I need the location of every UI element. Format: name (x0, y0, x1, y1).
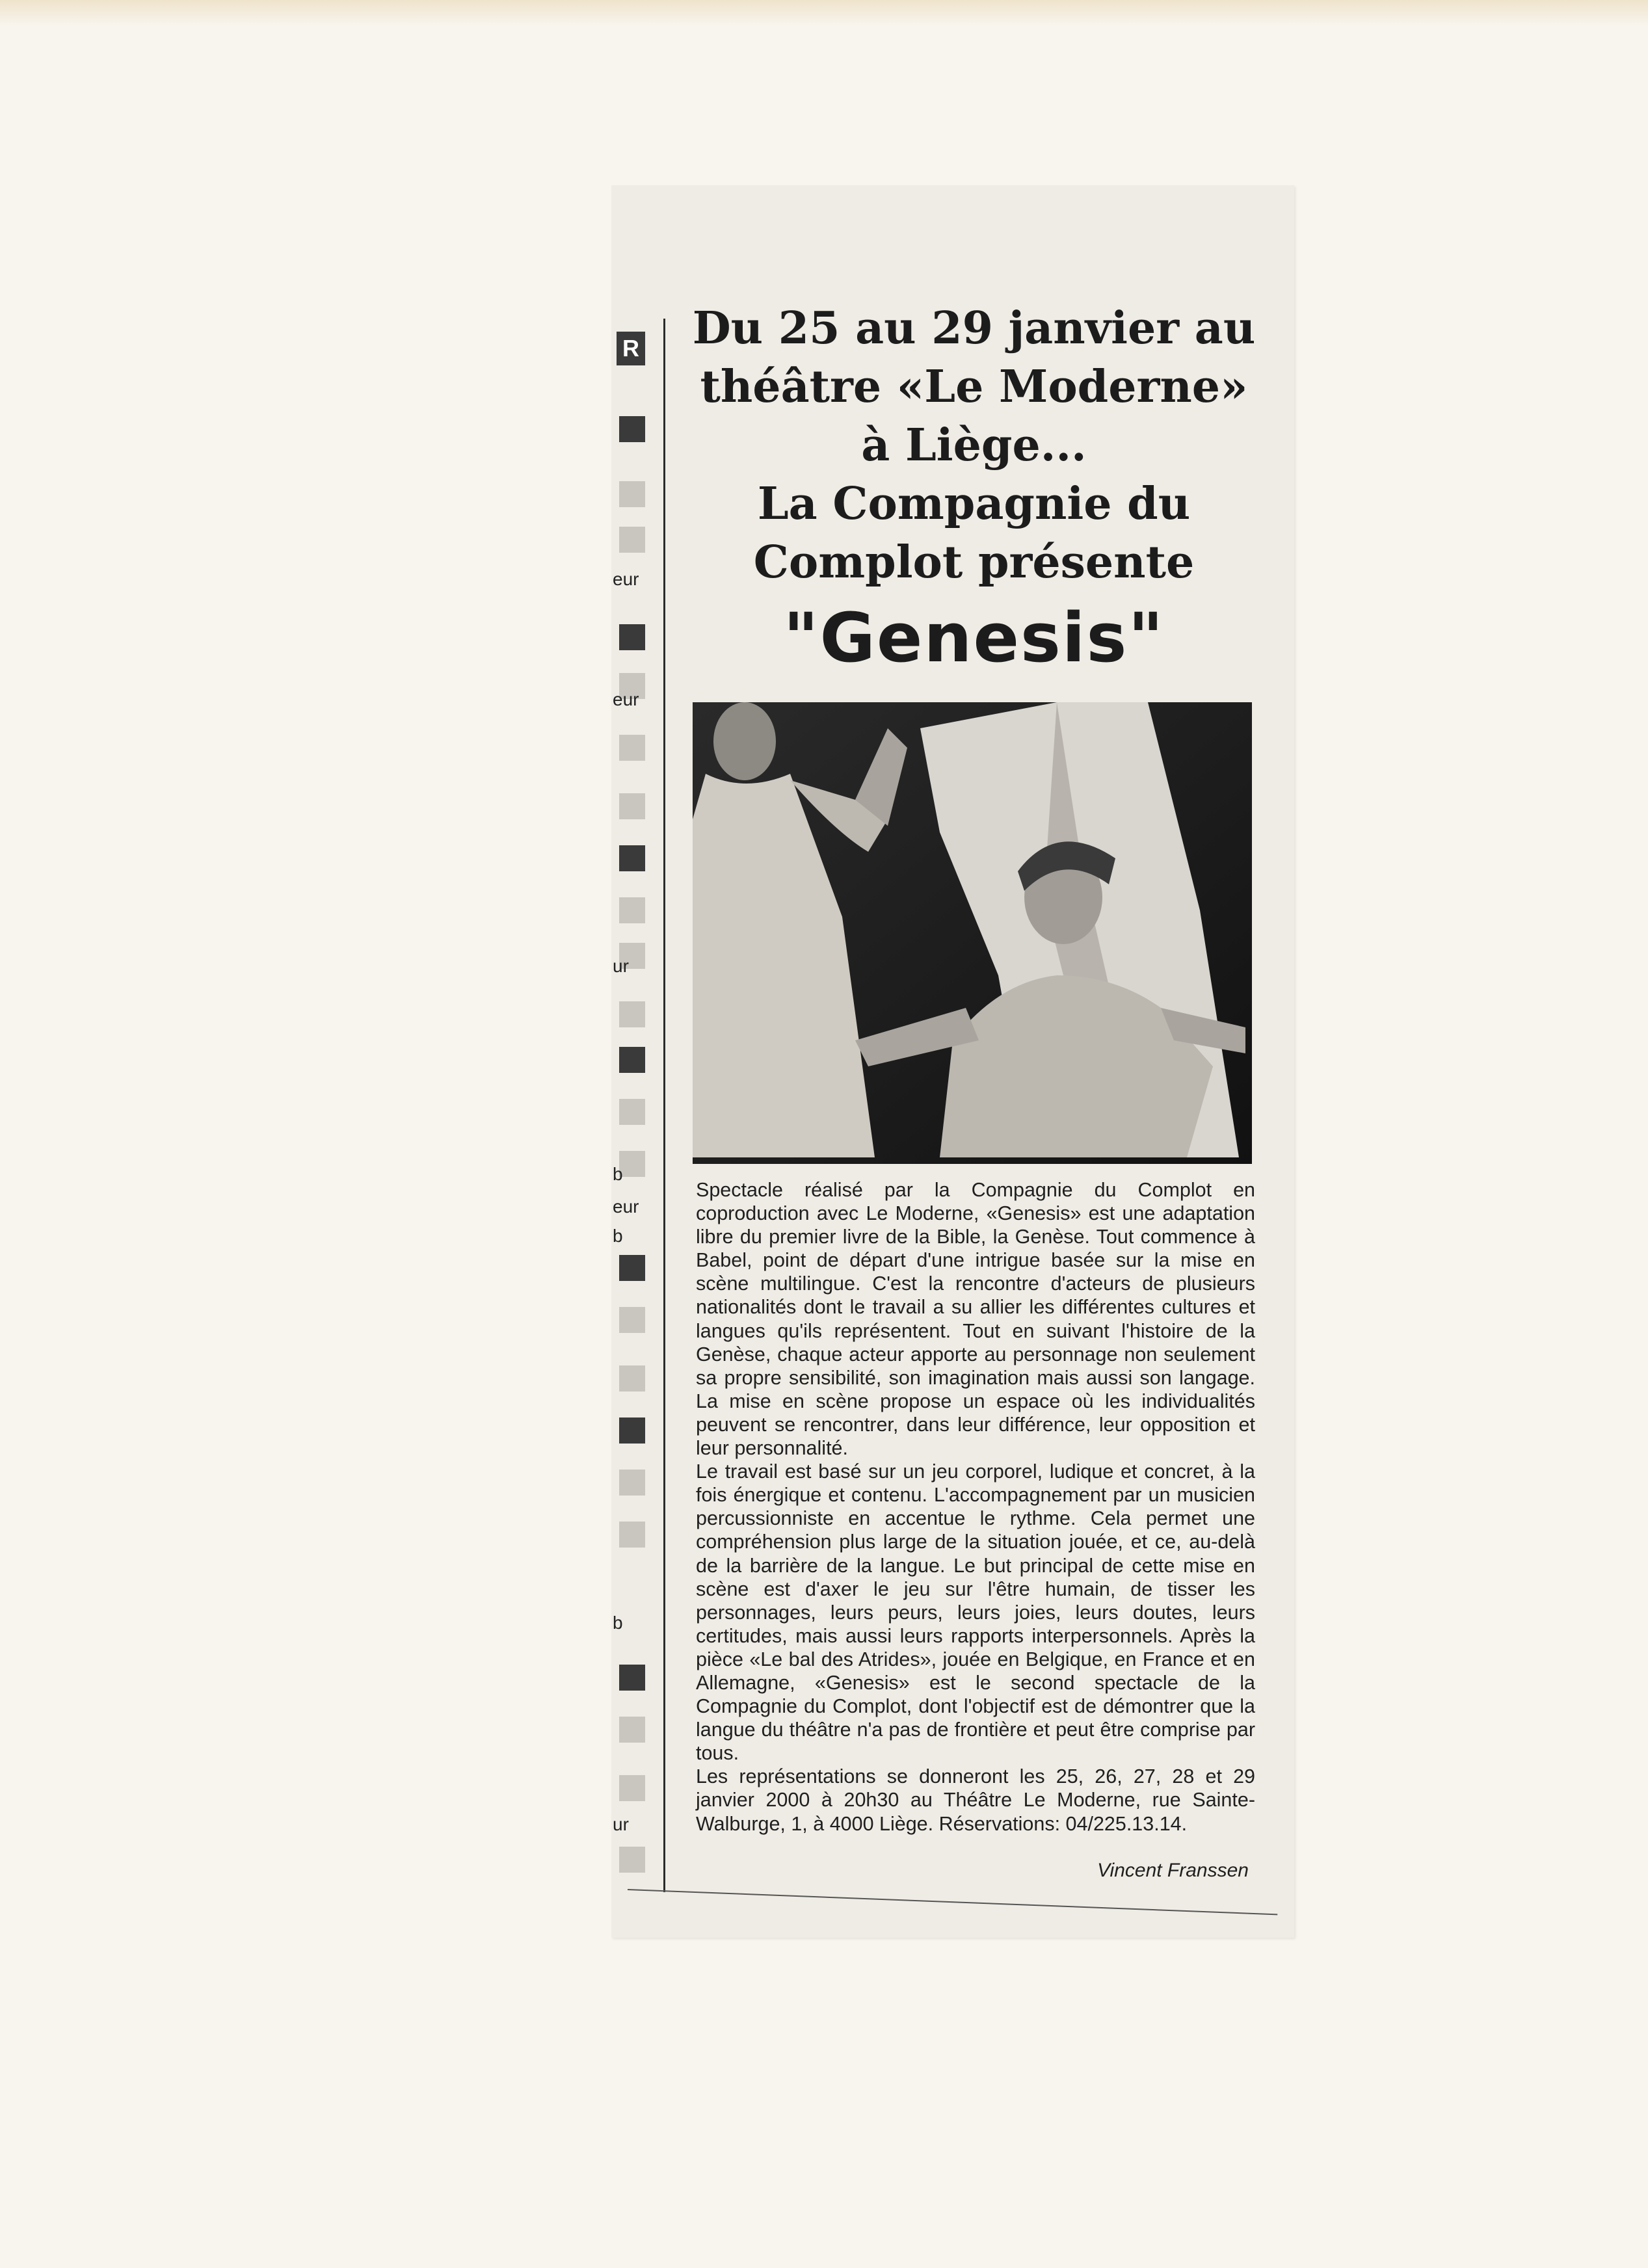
strip-fragment: eur (613, 569, 639, 589)
strip-fragment: b (613, 1613, 623, 1633)
headline-line: Complot présente (753, 536, 1195, 588)
strip-fragment: ur (613, 956, 629, 976)
paper-tint (0, 0, 1648, 26)
strip-block (619, 1151, 645, 1177)
strip-block (619, 1047, 645, 1073)
strip-fragment: b (613, 1226, 623, 1246)
strip-r-label: R (617, 332, 645, 365)
stage-photo (693, 702, 1252, 1164)
strip-block (619, 1365, 645, 1391)
strip-fragment: eur (613, 1196, 639, 1217)
strip-block (619, 793, 645, 819)
strip-block (619, 735, 645, 761)
article-paragraph: Spectacle réalisé par la Compagnie du Complot en coproduction avec Le Moderne, «Genesis» est une adaptation libre du premier livre de la Bible, la Genèse. Tout commence à Babel, point de départ d'une intrigue basée sur la mise en scène multilingue. C'est la rencontre d'acteurs de plusieurs nationalités dont le travail a su allier les différentes cultures et langues qu'ils représentent. Tout en suivant l'histoire de la Genèse, chaque acteur apporte au personnage non seulement sa propre sensibilité, son imagination mais aussi son langage. La mise en scène propose un espace où les individualités peuvent se rencontrer, dans leur différence, leur opposition et leur personnalité. (696, 1179, 1255, 1460)
strip-fragment: eur (613, 689, 639, 709)
headline-line: à Liège... (861, 419, 1087, 471)
strip-block (619, 845, 645, 871)
strip-fragment: b (613, 1164, 623, 1184)
headline-line: théâtre «Le Moderne» (700, 361, 1248, 413)
article-body (696, 1178, 1255, 1836)
strip-block (619, 416, 645, 442)
strip-fragment: ur (613, 1814, 629, 1834)
article-paragraph: Le travail est basé sur un jeu corporel, ludique et concret, à la fois énergique et contenu. L'accompagnement par un musicien percussionniste en accentue le rythme. Cela permet une compréhension plus large de la situation jouée, et ce, au-delà de la barrière de la langue. Le but principal de cette mise en scène est d'axer le jeu sur l'être humain, de tisser les personnages, leurs peurs, leurs joies, leurs doutes, leurs certitudes, mais aussi leurs rapports interpersonnels. Après la pièce «Le bal des Atrides», jouée en Belgique, en France et en Allemagne, «Genesis» est le second spectacle de la Compagnie du Complot, dont l'objectif est de démontrer que la langue du théâtre n'a pas de frontière et peut être comprise par tous. (696, 1460, 1255, 1765)
strip-block (619, 1255, 645, 1281)
strip-block (619, 897, 645, 923)
strip-block (619, 527, 645, 553)
strip-block (619, 1665, 645, 1691)
strip-block (619, 1717, 645, 1743)
author-byline: Vincent Franssen (1097, 1860, 1249, 1881)
strip-block (619, 1307, 645, 1333)
strip-block (619, 1418, 645, 1444)
strip-block (619, 1847, 645, 1873)
strip-block (619, 1470, 645, 1496)
strip-block (619, 1522, 645, 1548)
strip-block (619, 1775, 645, 1801)
stage-photo-illustration (693, 702, 1252, 1164)
strip-block (619, 1099, 645, 1125)
headline (670, 299, 1278, 680)
article-paragraph: Les représentations se donneront les 25, 26, 27, 28 et 29 janvier 2000 à 20h30 au Théâtre Le Moderne, rue Sainte-Walburge, 1, à 4000 Liège. Réservations: 04/225.13.14. (696, 1765, 1255, 1835)
adjacent-column-strip (611, 319, 665, 1892)
strip-block (619, 481, 645, 507)
headline-line: La Compagnie du (757, 478, 1191, 530)
headline-line: Du 25 au 29 janvier au (692, 302, 1256, 354)
strip-block (619, 624, 645, 650)
strip-block (619, 1001, 645, 1027)
show-title: "Genesis" (783, 598, 1165, 678)
